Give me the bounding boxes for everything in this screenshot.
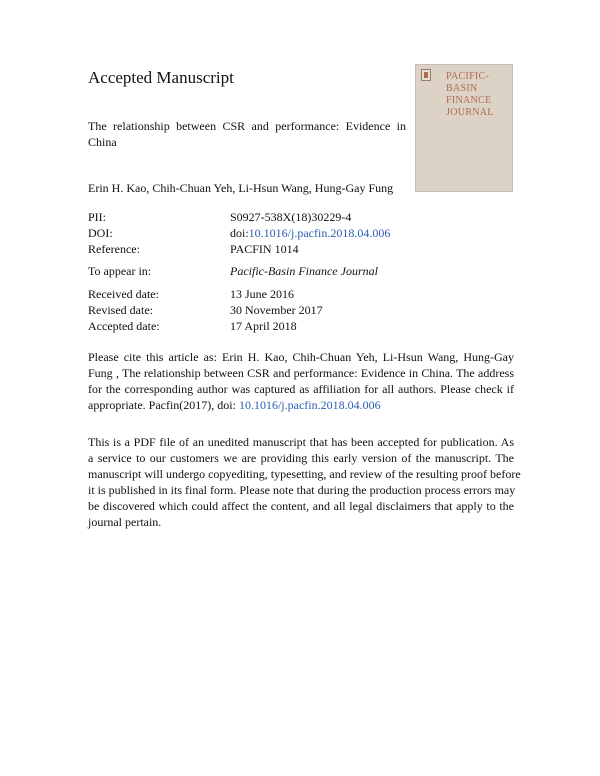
revised-value: 30 November 2017 bbox=[230, 303, 323, 317]
revised-label: Revised date: bbox=[88, 303, 153, 317]
reference-label: Reference: bbox=[88, 242, 140, 256]
accepted-label: Accepted date: bbox=[88, 319, 160, 333]
cover-title-line: FINANCE bbox=[446, 95, 492, 106]
doi-value bbox=[230, 226, 390, 241]
received-value: 13 June 2016 bbox=[230, 287, 294, 301]
citation-paragraph bbox=[88, 349, 514, 413]
citation-prefix: appropriate. Pacfin(2017), doi: bbox=[88, 398, 239, 412]
pii-value: S0927-538X(18)30229-4 bbox=[230, 210, 352, 224]
article-title bbox=[88, 118, 406, 150]
disclaimer-line: This is a PDF file of an unedited manuscript that has been accepted for publication. As bbox=[88, 435, 514, 449]
cover-title-line: JOURNAL bbox=[446, 107, 494, 118]
journal-cover-image bbox=[415, 64, 513, 192]
doi-label: DOI: bbox=[88, 226, 113, 240]
citation-line: Fung , The relationship between CSR and performance: Evidence in China. The address bbox=[88, 366, 514, 380]
reference-value: PACFIN 1014 bbox=[230, 242, 299, 256]
authors: Erin H. Kao, Chih-Chuan Yeh, Li-Hsun Wang, Hung-Gay Fung bbox=[88, 181, 394, 195]
pii-label: PII: bbox=[88, 210, 106, 224]
cover-title-line: PACIFIC- bbox=[446, 71, 490, 82]
disclaimer-line: a service to our customers we are providing this early version of the manuscript. The bbox=[88, 451, 514, 465]
citation-line: for the corresponding author was captured as affiliation for all authors. Please check if bbox=[88, 382, 514, 396]
citation-line bbox=[88, 397, 514, 413]
disclaimer-line: manuscript will undergo copyediting, typesetting, and review of the resulting proof before bbox=[88, 467, 521, 481]
cover-journal-title bbox=[446, 71, 510, 119]
disclaimer-line: be discovered which could affect the content, and all legal disclaimers that apply to the bbox=[88, 499, 514, 513]
accepted-value: 17 April 2018 bbox=[230, 319, 297, 333]
disclaimer-line: it is published in its final form. Please note that during the production process errors may bbox=[88, 483, 516, 497]
doi-link[interactable]: 10.1016/j.pacfin.2018.04.006 bbox=[248, 226, 391, 240]
citation-line: Please cite this article as: Erin H. Kao, Chih-Chuan Yeh, Li-Hsun Wang, Hung-Gay bbox=[88, 350, 514, 364]
appear-label: To appear in: bbox=[88, 264, 152, 278]
disclaimer-line: journal pertain. bbox=[88, 515, 162, 529]
article-title-line: The relationship between CSR and performance: Evidence in bbox=[88, 119, 406, 133]
page-heading: Accepted Manuscript bbox=[88, 68, 234, 87]
publisher-logo-icon bbox=[421, 69, 431, 81]
citation-doi-link[interactable]: 10.1016/j.pacfin.2018.04.006 bbox=[238, 398, 381, 412]
article-title-line: China bbox=[88, 135, 117, 149]
journal-name: Pacific-Basin Finance Journal bbox=[230, 264, 378, 278]
received-label: Received date: bbox=[88, 287, 159, 301]
doi-prefix: doi: bbox=[230, 226, 249, 240]
cover-title-line: BASIN bbox=[446, 83, 478, 94]
disclaimer-paragraph bbox=[88, 434, 521, 530]
